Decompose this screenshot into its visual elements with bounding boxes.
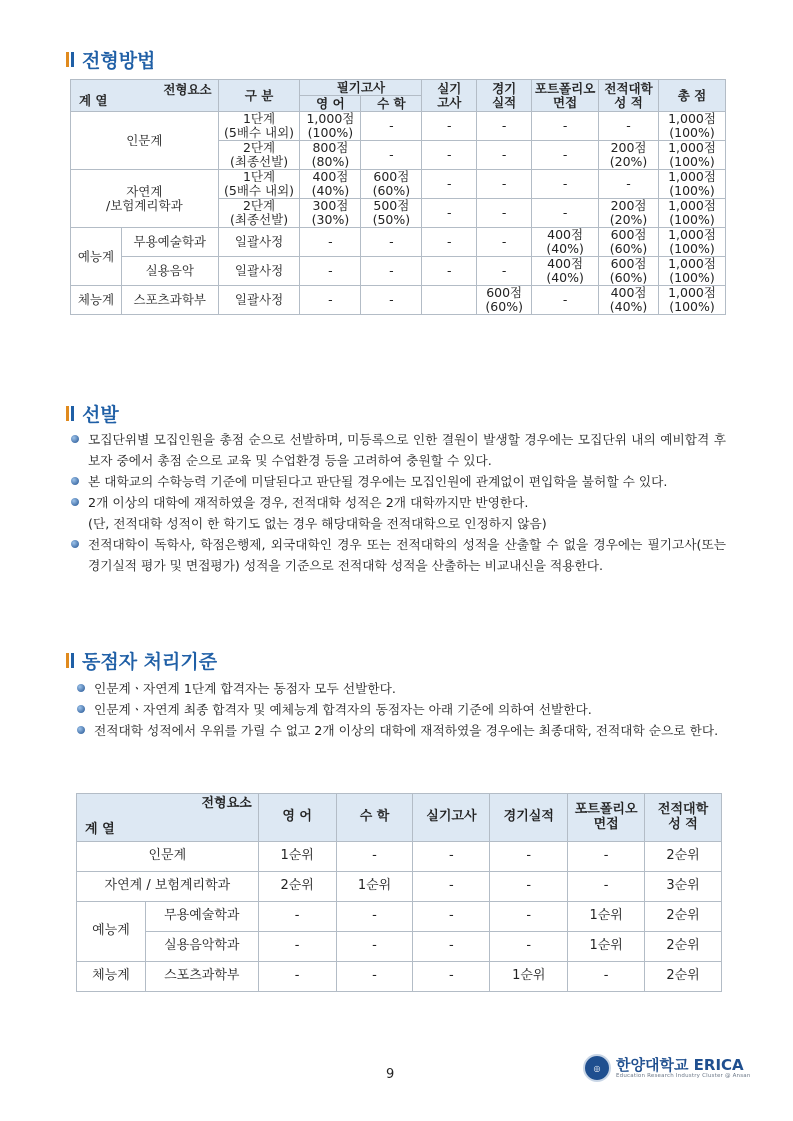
table-cell: 2순위 (645, 902, 722, 932)
list-item: 모집단위별 모집인원을 총점 순으로 선발하며, 미등록으로 인한 결원이 발생할 경우에는 모집단위 내의 예비합격 후보자 중에서 총점 순으로 교육 및 수업환경 등을 고려하여 충원할 수 있다. (70, 429, 726, 471)
table-row (77, 902, 722, 932)
table-cell: 2단계 (최종선발) (218, 141, 300, 170)
table-cell: 600점 (60%) (361, 170, 422, 199)
section-title-selection: 선발 (66, 400, 119, 427)
list-item: 인문계ㆍ자연계 최종 합격자 및 예체능계 합격자의 동점자는 아래 기준에 의하여 선발한다. (76, 699, 726, 720)
table-cell: - (422, 257, 477, 286)
table-cell: 일괄사정 (218, 228, 300, 257)
group-sports: 체능계 (71, 286, 122, 315)
table-cell: 2순위 (258, 872, 336, 902)
table-cell: - (361, 141, 422, 170)
table-cell: 1,000점 (100%) (659, 228, 726, 257)
table-cell: 1순위 (568, 932, 645, 962)
table-cell: 800점 (80%) (300, 141, 361, 170)
table-cell: 1단계 (5배수 내외) (218, 170, 300, 199)
table1-header-math: 수 학 (361, 96, 422, 112)
table-cell: - (336, 842, 413, 872)
table-cell: 1단계 (5배수 내외) (218, 112, 300, 141)
table-row (71, 112, 726, 141)
table-cell: - (258, 962, 336, 992)
table-cell: - (336, 932, 413, 962)
table-cell: 1,000점 (100%) (659, 170, 726, 199)
group-science: 자연계 /보험계리학과 (71, 170, 219, 228)
section-marker-icon (66, 653, 74, 668)
table-cell: 3순위 (645, 872, 722, 902)
list-item: 인문계ㆍ자연계 1단계 합격자는 동점자 모두 선발한다. (76, 678, 726, 699)
table-cell: - (258, 902, 336, 932)
bullet-icon (77, 684, 85, 692)
table-cell: - (413, 962, 490, 992)
table-cell: 1,000점 (100%) (659, 199, 726, 228)
table-cell: - (490, 872, 568, 902)
table-cell: - (422, 141, 477, 170)
page-number: 9 (386, 1067, 395, 1082)
table2-header-practical: 실기고사 (413, 794, 490, 842)
selection-bullet-list (70, 429, 726, 576)
group-humanities: 인문계 (71, 112, 219, 170)
table-cell: - (422, 170, 477, 199)
table-cell (422, 286, 477, 315)
table-cell: - (422, 228, 477, 257)
table-cell: 200점 (20%) (599, 199, 659, 228)
table-cell: 2단계 (최종선발) (218, 199, 300, 228)
table2-header-english: 영 어 (258, 794, 336, 842)
table-cell: 300점 (30%) (300, 199, 361, 228)
table1-header-written: 필기고사 (300, 80, 422, 96)
table-cell: - (568, 842, 645, 872)
table-cell: - (490, 932, 568, 962)
table2-corner-header: 전형요소 계 열 (77, 794, 259, 842)
note-text: (단, 전적대학 성적이 한 학기도 없는 경우 해당대학을 전적대학으로 인정하지 않음) (88, 516, 547, 531)
table-cell: - (336, 902, 413, 932)
table-cell: - (532, 141, 599, 170)
table-cell: - (300, 228, 361, 257)
table-cell: - (413, 932, 490, 962)
table-cell: - (422, 112, 477, 141)
table-cell: - (568, 872, 645, 902)
table1-header-prev-univ: 전적대학 성 적 (599, 80, 659, 112)
table-cell: - (599, 112, 659, 141)
table-cell: 1,000점 (100%) (659, 286, 726, 315)
sub-category-cell: 무용예술학과 (145, 902, 258, 932)
table-cell: - (477, 199, 532, 228)
table-cell: 2순위 (645, 932, 722, 962)
table-cell: 일괄사정 (218, 286, 300, 315)
sub-category-cell: 스포츠과학부 (145, 962, 258, 992)
sub-category-cell: 실용음악 (121, 257, 218, 286)
table2-header-competition: 경기실적 (490, 794, 568, 842)
table-cell: 1,000점 (100%) (659, 257, 726, 286)
admission-method-table (70, 79, 726, 315)
table-cell: 400점 (40%) (300, 170, 361, 199)
table-row (77, 962, 722, 992)
sub-category-cell: 실용음악학과 (145, 932, 258, 962)
section-marker-icon (66, 406, 74, 421)
table-cell: - (413, 842, 490, 872)
table1-header-portfolio: 포트폴리오 면접 (532, 80, 599, 112)
table-cell: 600점 (60%) (599, 228, 659, 257)
table-cell: - (413, 872, 490, 902)
list-item: 2개 이상의 대학에 재적하였을 경우, 전적대학 성적은 2개 대학까지만 반영한다. (70, 492, 726, 513)
table-cell: 1순위 (568, 902, 645, 932)
table-cell: - (532, 199, 599, 228)
table-cell: 1순위 (336, 872, 413, 902)
group-science: 자연계 / 보험계리학과 (77, 872, 259, 902)
section-title-tie: 동점자 처리기준 (66, 647, 217, 674)
table-row (71, 170, 726, 199)
tie-bullet-list (76, 678, 726, 741)
table-row (77, 872, 722, 902)
table-cell: - (422, 199, 477, 228)
table-cell: 500점 (50%) (361, 199, 422, 228)
table-cell: - (336, 962, 413, 992)
university-seal-icon: ◎ (583, 1054, 611, 1082)
table1-header-total: 총 점 (659, 80, 726, 112)
table-row (77, 932, 722, 962)
table-row (71, 228, 726, 257)
table-cell: - (477, 170, 532, 199)
table-cell: - (477, 112, 532, 141)
table-cell: 400점 (40%) (532, 257, 599, 286)
bullet-icon (71, 435, 79, 443)
bullet-icon (71, 498, 79, 506)
table-cell: - (490, 842, 568, 872)
tie-break-table (76, 793, 722, 992)
list-item: 본 대학교의 수학능력 기준에 미달된다고 판단될 경우에는 모집인원에 관계없이 편입학을 불허할 수 있다. (70, 471, 726, 492)
table-cell: 600점 (60%) (599, 257, 659, 286)
table-cell: - (599, 170, 659, 199)
table2-header-math: 수 학 (336, 794, 413, 842)
table-cell: 1순위 (258, 842, 336, 872)
table-cell: - (532, 286, 599, 315)
table-cell: 일괄사정 (218, 257, 300, 286)
table-cell: - (300, 286, 361, 315)
sub-category-cell: 스포츠과학부 (121, 286, 218, 315)
bullet-icon (71, 477, 79, 485)
table-cell: - (532, 112, 599, 141)
group-arts: 예능계 (71, 228, 122, 286)
table-row (71, 257, 726, 286)
table1-header-gubun: 구 분 (218, 80, 300, 112)
group-arts: 예능계 (77, 902, 146, 962)
table-cell: - (300, 257, 361, 286)
table2-header-portfolio: 포트폴리오 면접 (568, 794, 645, 842)
table-cell: - (361, 257, 422, 286)
university-logo: ◎ 한양대학교 ERICA Education Research Industry Cluster @ Ansan (583, 1054, 751, 1082)
table-row (71, 286, 726, 315)
list-item: 전적대학이 독학사, 학점은행제, 외국대학인 경우 또는 전적대학의 성적을 산출할 수 없을 경우에는 필기고사(또는 경기실적 평가 및 면접평가) 성적을 기준으로 전적대학 성적을 산출하는 비교내신을 적용한다. (70, 534, 726, 576)
table-cell: - (361, 112, 422, 141)
table-row (77, 842, 722, 872)
bullet-icon (71, 540, 79, 548)
table1-header-english: 영 어 (300, 96, 361, 112)
table-cell: - (477, 228, 532, 257)
table-cell: 1,000점 (100%) (300, 112, 361, 141)
table-cell: 400점 (40%) (599, 286, 659, 315)
table-cell: 2순위 (645, 962, 722, 992)
table1-header-competition: 경기 실적 (477, 80, 532, 112)
table2-header-prev-univ: 전적대학 성 적 (645, 794, 722, 842)
bullet-icon (77, 705, 85, 713)
list-item: 전적대학 성적에서 우위를 가릴 수 없고 2개 이상의 대학에 재적하였을 경우에는 최종대학, 전적대학 순으로 한다. (76, 720, 726, 741)
table-cell: 1,000점 (100%) (659, 112, 726, 141)
table-cell: 1순위 (490, 962, 568, 992)
table1-header-practical: 실기 고사 (422, 80, 477, 112)
table-cell: 400점 (40%) (532, 228, 599, 257)
section-title-method: 전형방법 (66, 46, 155, 73)
table-cell: 1,000점 (100%) (659, 141, 726, 170)
table-cell: - (477, 257, 532, 286)
table-cell: - (413, 902, 490, 932)
table-cell: 200점 (20%) (599, 141, 659, 170)
sub-category-cell: 무용예술학과 (121, 228, 218, 257)
table-cell: - (568, 962, 645, 992)
table-cell: - (477, 141, 532, 170)
table-cell: - (361, 228, 422, 257)
table-cell: - (532, 170, 599, 199)
table-cell: 600점 (60%) (477, 286, 532, 315)
group-sports: 체능계 (77, 962, 146, 992)
bullet-icon (77, 726, 85, 734)
section-marker-icon (66, 52, 74, 67)
table-cell: - (490, 902, 568, 932)
table-cell: 2순위 (645, 842, 722, 872)
group-humanities: 인문계 (77, 842, 259, 872)
table1-corner-header: 전형요소 계 열 (71, 80, 219, 112)
table-cell: - (361, 286, 422, 315)
table-cell: - (258, 932, 336, 962)
